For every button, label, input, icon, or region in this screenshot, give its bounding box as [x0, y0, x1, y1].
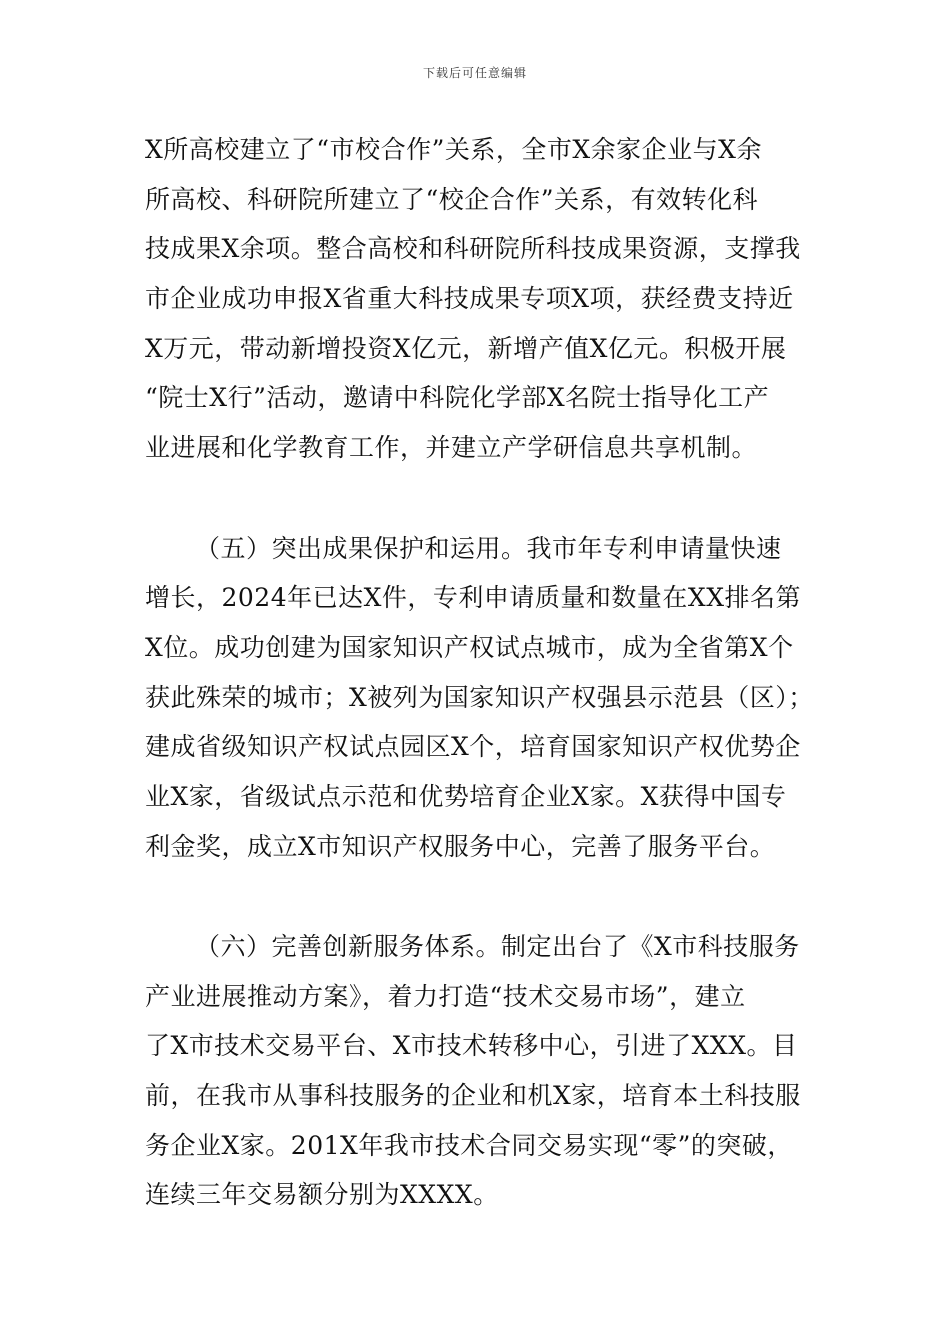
text-line: 连续三年交易额分别为XXXX。	[145, 1180, 499, 1209]
section-heading-line: （六）完善创新服务体系。制定出台了《X市科技服务	[195, 932, 800, 961]
text-line: 前，在我市从事科技服务的企业和机X家，培育本土科技服	[145, 1081, 801, 1110]
section-heading-line: （五）突出成果保护和运用。我市年专利申请量快速	[195, 534, 782, 563]
text-line: X所高校建立了“市校合作”关系，全市X余家企业与X余	[145, 135, 762, 164]
text-line: 产业进展推动方案》，着力打造“技术交易市场”，建立	[145, 982, 746, 1011]
text-line: 务企业X家。201X年我市技术合同交易实现“零”的突破，	[145, 1131, 793, 1160]
text-line: 增长，2024年已达X件，专利申请质量和数量在XX排名第	[145, 583, 802, 612]
text-line: 了X市技术交易平台、X市技术转移中心，引进了XXX。目	[145, 1031, 798, 1060]
text-line: “院士X行”活动，邀请中科院化学部X名院士指导化工产	[145, 383, 770, 412]
text-line: 建成省级知识产权试点园区X个，培育国家知识产权优势企	[145, 732, 801, 761]
text-line: 利金奖，成立X市知识产权服务中心，完善了服务平台。	[145, 832, 776, 861]
text-line: 获此殊荣的城市；X被列为国家知识产权强县示范县（区）；	[145, 683, 814, 712]
text-line: 业进展和化学教育工作，并建立产学研信息共享机制。	[145, 433, 758, 462]
text-line: 市企业成功申报X省重大科技成果专项X项，获经费支持近	[145, 284, 794, 313]
page-header: 下载后可任意编辑	[422, 66, 527, 80]
text-line: X万元，带动新增投资X亿元，新增产值X亿元。积极开展	[145, 334, 787, 363]
text-line: 技成果X余项。整合高校和科研院所科技成果资源，支撑我	[145, 234, 801, 263]
text-line: X位。成功创建为国家知识产权试点城市，成为全省第X个	[145, 633, 794, 662]
text-line: 业X家，省级试点示范和优势培育企业X家。X获得中国专	[145, 782, 787, 811]
text-line: 所高校、科研院所建立了“校企合作”关系，有效转化科	[145, 185, 759, 214]
